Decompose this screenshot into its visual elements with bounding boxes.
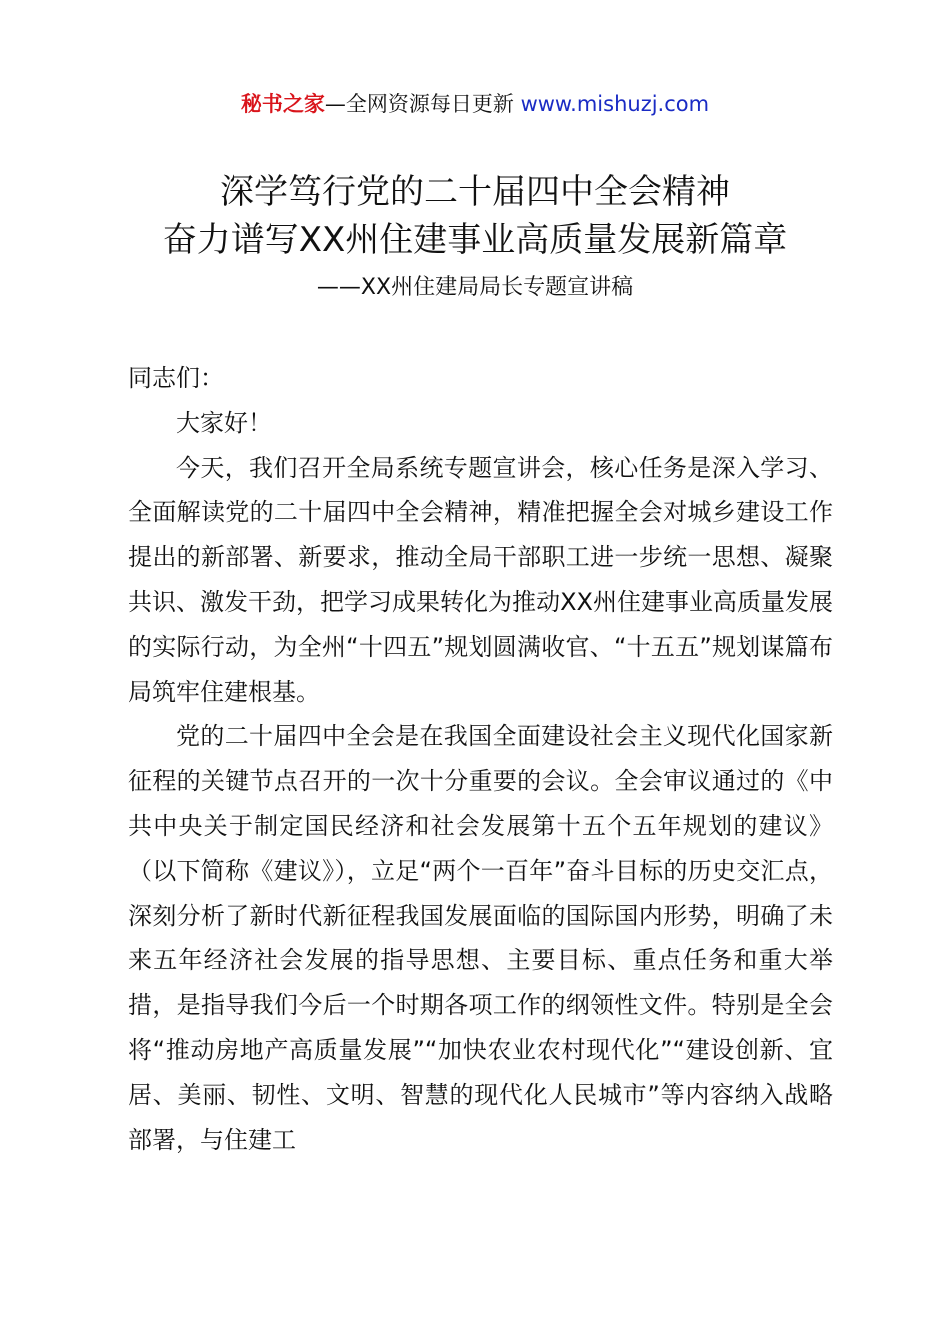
brand-name: 秘书之家 xyxy=(240,92,325,116)
document-body xyxy=(128,356,833,1162)
document-title-line-2: 奋力谱写XX州住建事业高质量发展新篇章 xyxy=(162,220,788,260)
header-tagline: —全网资源每日更新 xyxy=(324,92,521,116)
document-subtitle: ——XX州住建局局长专题宣讲稿 xyxy=(316,275,634,300)
document-title-line-1: 深学笃行党的二十届四中全会精神 xyxy=(220,172,730,212)
document-title-block xyxy=(0,168,950,306)
site-url-link[interactable]: www.mishuzj.com xyxy=(520,92,710,116)
body-paragraph-2: 党的二十届四中全会是在我国全面建设社会主义现代化国家新征程的关键节点召开的一次十分重要的会议。全会审议通过的《中共中央关于制定国民经济和社会发展第十五个五年规划的建议》（以下简称《建议》），立足“两个一百年”奋斗目标的历史交汇点，深刻分析了新时代新征程我国发展面临的国际国内形势，明确了未来五年经济社会发展的指导思想、主要目标、重点任务和重大举措，是指导我们今后一个时期各项工作的纲领性文件。特别是全会将“推动房地产高质量发展”“加快农业农村现代化”“建设创新、宜居、美丽、韧性、文明、智慧的现代化人民城市”等内容纳入战略部署，与住建工 xyxy=(128,722,833,1154)
site-header xyxy=(0,88,950,120)
body-paragraph-1: 今天，我们召开全局系统专题宣讲会，核心任务是深入学习、全面解读党的二十届四中全会精神，精准把握全会对城乡建设工作提出的新部署、新要求，推动全局干部职工进一步统一思想、凝聚共识、激发干劲，把学习成果转化为推动XX州住建事业高质量发展的实际行动，为全州“十四五”规划圆满收官、“十五五”规划谋篇布局筑牢住建根基。 xyxy=(128,453,833,706)
greeting: 大家好！ xyxy=(176,408,272,437)
salutation: 同志们： xyxy=(128,364,224,392)
